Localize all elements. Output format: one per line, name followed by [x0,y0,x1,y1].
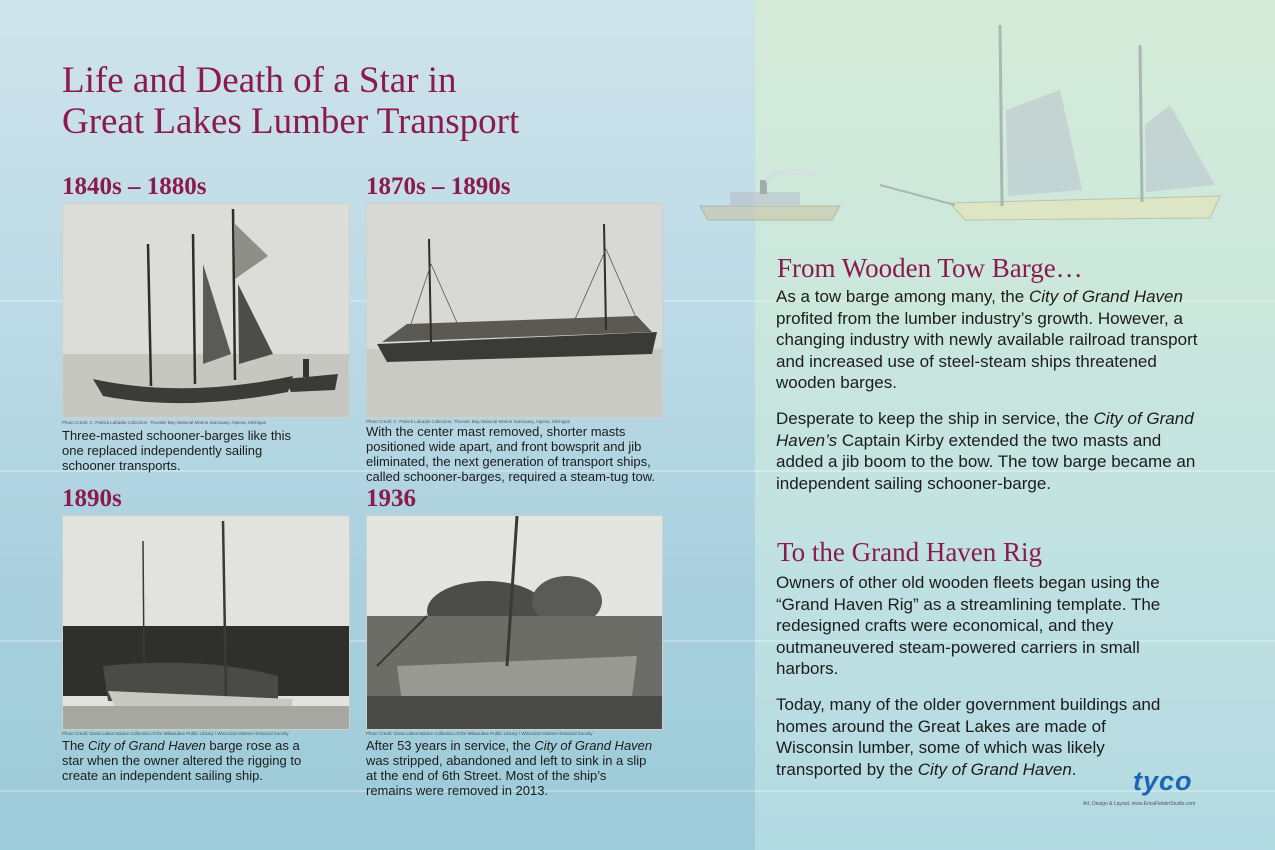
section-heading-wooden-tow-barge: From Wooden Tow Barge… [777,253,1083,283]
photo-tow-barge [366,203,663,418]
title-line-1: Life and Death of a Star in [62,60,457,101]
era-heading: 1840s – 1880s [62,173,207,200]
body-paragraph: Desperate to keep the ship in service, the City of Grand Haven’s Captain Kirby extended the two masts and added a jib boom to the bow. The tow barge became an independent sailing schooner-barge. [776,409,1196,493]
photo-schooner-barge [62,203,350,418]
title-line-2: Great Lakes Lumber Transport [62,101,520,142]
body-paragraph: Owners of other old wooden fleets began using the “Grand Haven Rig” as a streamlining template. The redesigned crafts were economical, and they outmaneuvered steam-powered carriers in small harbors. [776,573,1161,678]
photo-credit: Photo Credit: C. Patrick Labadie Collection, Thunder Bay National Marine Sanctuary, Alpena, Michigan [62,420,267,425]
era-heading: 1870s – 1890s [366,173,511,200]
photo-caption: Three-masted schooner-barges like this one replaced independently sailing schooner transports. [62,428,292,473]
photo-credit: Photo Credit: Great Lakes Marine Collection of the Milwaukee Public Library / Wisconsin Marine Historical Society [62,731,289,736]
photo-caption: After 53 years in service, the City of Grand Haven was stripped, abandoned and left to sink in a slip at the end of 6th Street. Most of the ship’s remains were removed in 2013. [366,738,653,798]
page-title [62,60,682,142]
photo-credit: Photo Credit: C. Patrick Labadie Collection, Thunder Bay National Marine Sanctuary, Alpena, Michigan [366,419,571,424]
body-paragraph: Today, many of the older government buildings and homes around the Great Lakes are made of Wisconsin lumber, some of which was likely transported by the City of Grand Haven. [776,695,1161,779]
photo-caption: The City of Grand Haven barge rose as a star when the owner altered the rigging to create an independent sailing ship. [62,738,302,783]
era-heading: 1890s [62,485,122,512]
body-paragraph: As a tow barge among many, the City of Grand Haven profited from the lumber industry’s growth. However, a changing industry with newly available railroad transport and increased use of steel-steam ships threatened wooden barges. [776,287,1198,392]
photo-credit: Photo Credit: Great Lakes Marine Collection of the Milwaukee Public Library / Wisconsin Marine Historical Society [366,731,593,736]
ghost-ships-illustration [690,20,1250,240]
section-heading-grand-haven-rig: To the Grand Haven Rig [777,537,1043,567]
era-heading: 1936 [366,485,416,512]
photo-abandoned-ship [366,515,663,730]
photo-city-of-grand-haven [62,515,350,730]
studio-credit: Art, Design & Layout, www.EricaFielderStudio.com [1083,801,1196,807]
tyco-logo: tyco [1133,766,1193,796]
photo-caption: With the center mast removed, shorter masts positioned wide apart, and front bowsprit and jib eliminated, the next generation of transport ships, called schooner-barges, required a steam-tug tow. [366,424,656,484]
